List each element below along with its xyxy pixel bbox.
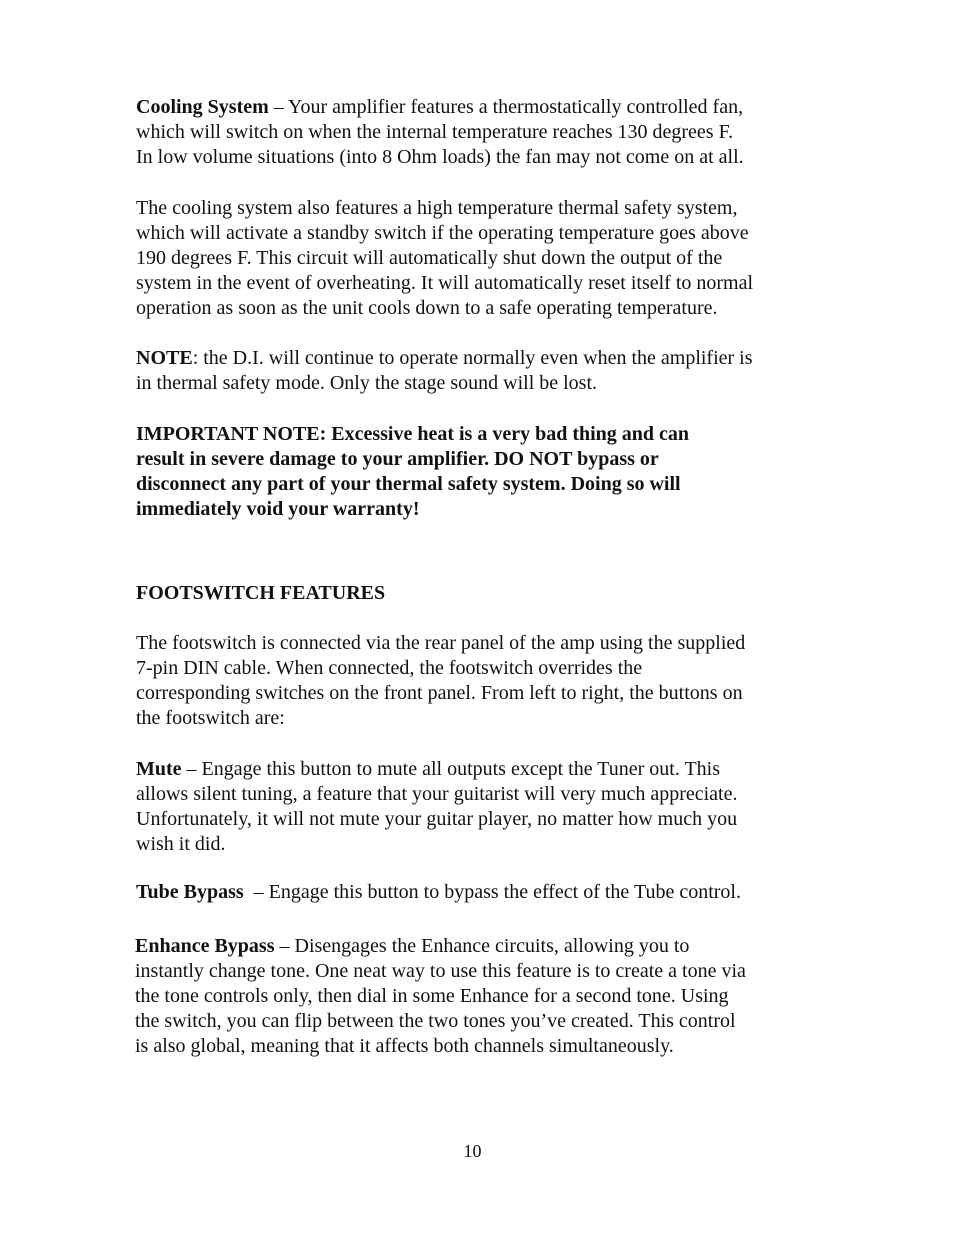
important-note-line: result in severe damage to your amplifier. DO NOT bypass or: [136, 448, 659, 470]
tube-bypass-text: – Engage this button to bypass the effect of the Tube control.: [243, 881, 741, 903]
enhance-bypass-line: the tone controls only, then dial in some Enhance for a second tone. Using: [135, 985, 729, 1007]
note-line: in thermal safety mode. Only the stage sound will be lost.: [136, 372, 598, 394]
footswitch-intro-paragraph: [136, 631, 826, 731]
mute-paragraph: [136, 757, 826, 857]
note-text: : the D.I. will continue to operate normally even when the amplifier is: [192, 347, 753, 369]
thermal-safety-line: 190 degrees F. This circuit will automatically shut down the output of the: [136, 247, 723, 269]
footswitch-intro-line: the footswitch are:: [136, 707, 285, 729]
cooling-system-text: – Your amplifier features a thermostatically controlled fan,: [268, 96, 744, 118]
cooling-system-line: which will switch on when the internal temperature reaches 130 degrees F.: [136, 121, 734, 143]
enhance-bypass-line: instantly change tone. One neat way to use this feature is to create a tone via: [135, 960, 746, 982]
mute-line: wish it did.: [136, 833, 226, 855]
note-paragraph: [136, 346, 826, 396]
page-number: 10: [463, 1141, 482, 1161]
thermal-safety-paragraph: [136, 196, 826, 321]
enhance-bypass-term: Enhance Bypass: [135, 935, 275, 957]
thermal-safety-line: The cooling system also features a high temperature thermal safety system,: [136, 197, 738, 219]
tube-bypass-paragraph: [136, 880, 826, 905]
mute-line: allows silent tuning, a feature that your guitarist will very much appreciate.: [136, 783, 738, 805]
thermal-safety-line: which will activate a standby switch if the operating temperature goes above: [136, 222, 749, 244]
enhance-bypass-paragraph: [135, 934, 825, 1059]
important-note-line: immediately void your warranty!: [136, 498, 420, 520]
footswitch-intro-line: corresponding switches on the front panel. From left to right, the buttons on: [136, 682, 743, 704]
important-note-line: IMPORTANT NOTE: Excessive heat is a very bad thing and can: [136, 423, 690, 445]
mute-text: – Engage this button to mute all outputs except the Tuner out. This: [181, 758, 721, 780]
thermal-safety-line: operation as soon as the unit cools down to a safe operating temperature.: [136, 297, 718, 319]
mute-line: Unfortunately, it will not mute your guitar player, no matter how much you: [136, 808, 738, 830]
important-note-line: disconnect any part of your thermal safety system. Doing so will: [136, 473, 681, 495]
footswitch-intro-line: 7-pin DIN cable. When connected, the footswitch overrides the: [136, 657, 643, 679]
enhance-bypass-line: the switch, you can flip between the two tones you’ve created. This control: [135, 1010, 736, 1032]
footswitch-heading-text: FOOTSWITCH FEATURES: [136, 582, 386, 604]
cooling-system-term: Cooling System: [136, 96, 269, 118]
enhance-bypass-text: – Disengages the Enhance circuits, allowing you to: [274, 935, 690, 957]
cooling-system-line: In low volume situations (into 8 Ohm loads) the fan may not come on at all.: [136, 146, 744, 168]
thermal-safety-line: system in the event of overheating. It will automatically reset itself to normal: [136, 272, 754, 294]
tube-bypass-term: Tube Bypass: [136, 881, 244, 903]
footswitch-intro-line: The footswitch is connected via the rear panel of the amp using the supplied: [136, 632, 746, 654]
cooling-system-paragraph: [136, 95, 826, 170]
note-term: NOTE: [136, 347, 193, 369]
footswitch-heading: [136, 581, 826, 606]
enhance-bypass-line: is also global, meaning that it affects both channels simultaneously.: [135, 1035, 674, 1057]
important-note-paragraph: [136, 422, 826, 522]
mute-term: Mute: [136, 758, 182, 780]
